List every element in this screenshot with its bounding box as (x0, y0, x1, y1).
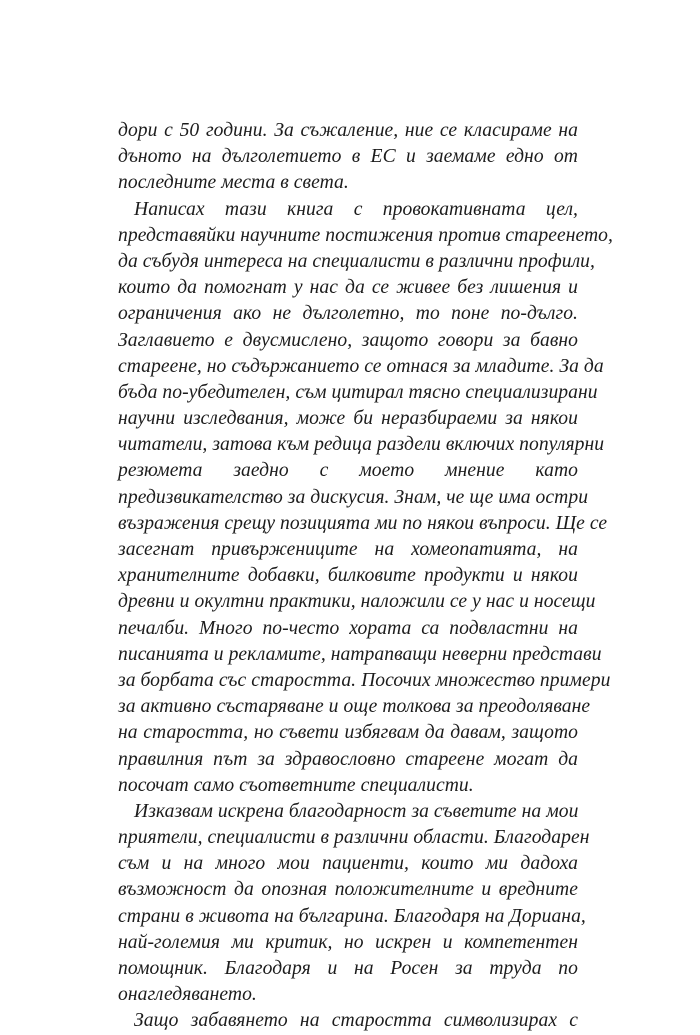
text-line: научни изследвания, може би неразбираеми за някои (118, 408, 578, 430)
text-line: възражения срещу позицията ми по някои въпроси. Ще се (118, 512, 608, 534)
text-line: предизвикателство за дискусия. Знам, че ще има остри (118, 486, 589, 508)
text-line: посочат само съответните специалисти. (118, 774, 474, 796)
text-line: помощник. Благодаря и на Росен за труда по (118, 958, 578, 979)
text-line: възможност да опозная положителните и вредните (118, 879, 578, 901)
text-line: Изказвам искрена благодарност за съветите на мои (134, 800, 579, 822)
text-line: онагледяването. (118, 984, 257, 1006)
text-line: за активно състаряване и още толкова за преодоляване (118, 696, 591, 718)
text-line: ограничения ако не дълголетно, то поне по-дълго. (118, 303, 578, 325)
text-line: приятели, специалисти в различни области. Благодарен (118, 827, 590, 849)
text-line: на старостта, но съвети избягвам да давам, защото (118, 722, 578, 744)
text-line: писанията и рекламите, натрапващи неверни представи (118, 643, 602, 665)
text-line: правилния път за здравословно стареене могат да (118, 748, 578, 770)
text-line: Защо забавянето на старостта символизирах с (134, 1010, 578, 1032)
text-line: страни в живота на българина. Благодаря на Дориана, (118, 905, 586, 927)
text-line: да събудя интереса на специалисти в различни профили, (118, 250, 595, 272)
text-line: представяйки научните постижения против стареенето, (118, 224, 613, 246)
text-line: съм и на много мои пациенти, които ми дадоха (118, 853, 578, 875)
text-line: за борбата със старостта. Посочих множество примери (118, 669, 611, 691)
text-line: хранителните добавки, билковите продукти и някои (118, 565, 578, 587)
text-line: засегнат привържениците на хомеопатията, на (118, 539, 578, 560)
text-line: които да помогнат у нас да се живее без лишения и (118, 277, 578, 299)
text-line: Заглавието е двусмислено, защото говори за бавно (118, 329, 578, 351)
text-line: дори с 50 години. За съжаление, ние се класираме на (118, 120, 578, 141)
text-line: най-големия ми критик, но искрен и компетентен (118, 931, 578, 953)
text-line: Написах тази книга с провокативната цел, (134, 198, 578, 220)
body-text (118, 118, 613, 1035)
text-line: читатели, затова към редица раздели включих популярни (118, 434, 605, 456)
text-line: стареене, но съдържанието се отнася за младите. За да (118, 355, 604, 377)
text-line: печалби. Много по-често хората са подвластни на (118, 617, 578, 639)
text-line: резюмета заедно с моето мнение като (118, 460, 578, 482)
text-line: древни и окултни практики, наложили се у нас и носещи (118, 591, 596, 613)
text-line: дъното на дълголетието в ЕС и заемаме едно от (118, 146, 578, 168)
text-line: бъда по-убедителен, съм цитирал тясно специализирани (118, 381, 598, 403)
text-line: последните места в света. (118, 172, 349, 194)
